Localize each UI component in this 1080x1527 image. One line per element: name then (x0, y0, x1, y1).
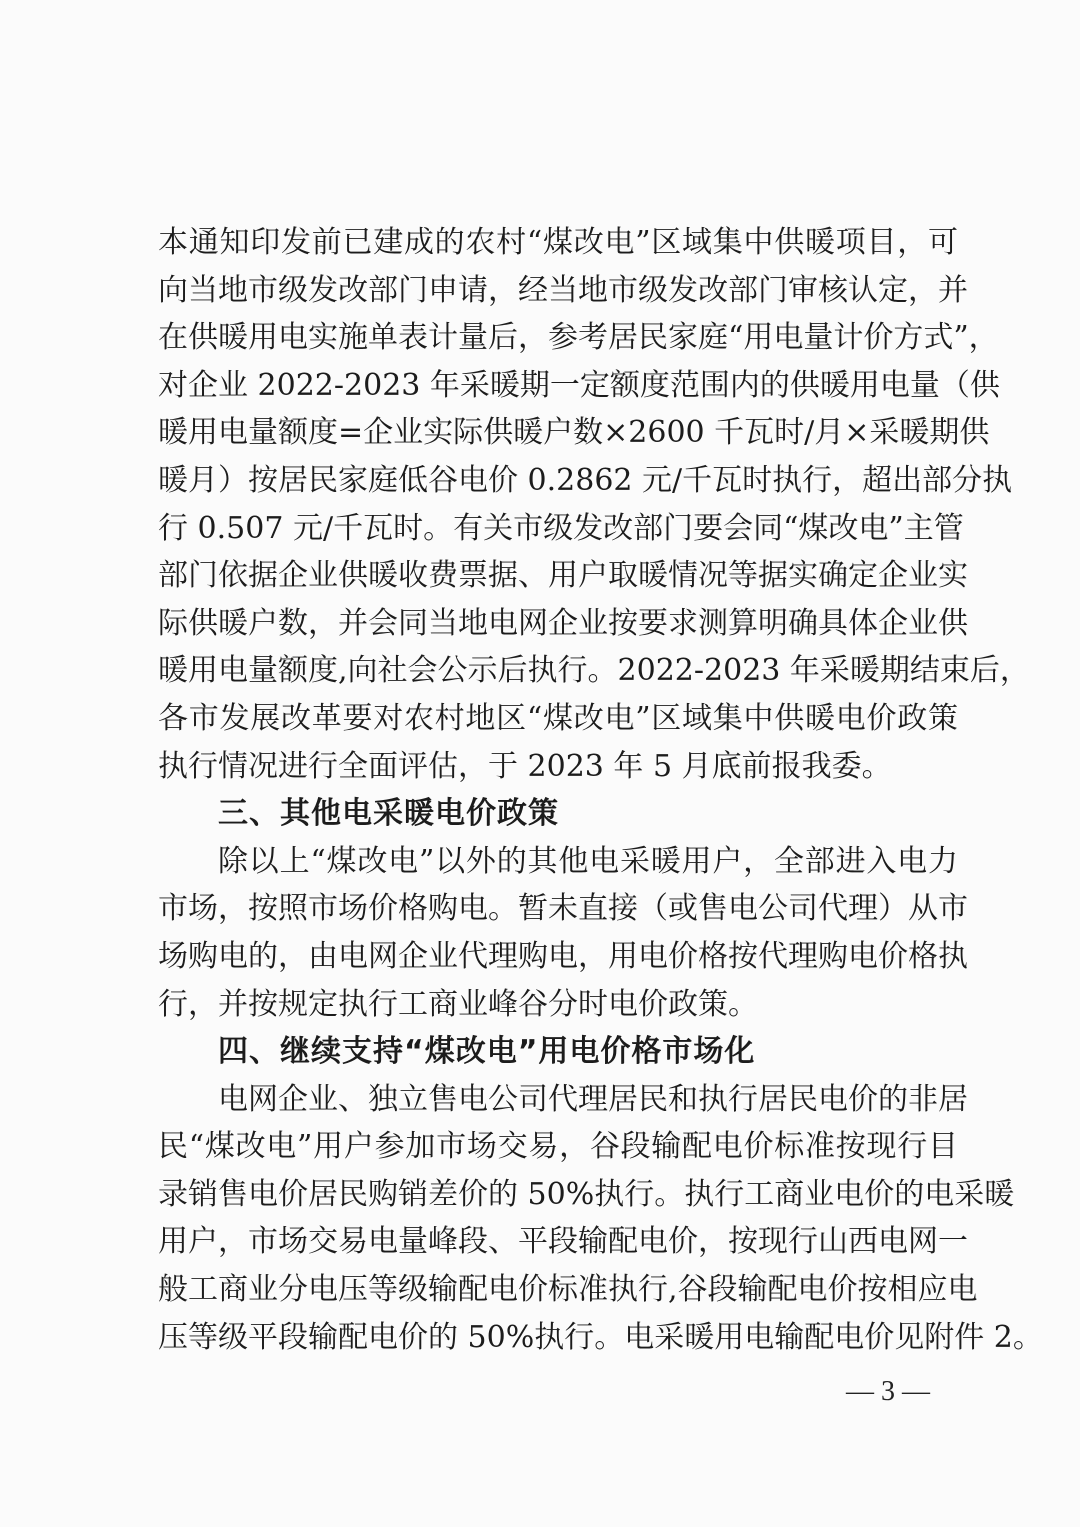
paragraph-1-line: 向当地市级发改部门申请，经当地市级发改部门审核认定，并 (158, 272, 968, 308)
paragraph-1-line: 本通知印发前已建成的农村“煤改电”区域集中供暖项目，可 (158, 225, 958, 260)
section-heading-3: 三、其他电采暖电价政策 (218, 796, 559, 832)
paragraph-1-line: 对企业 2022-2023 年采暖期一定额度范围内的供暖用电量（供 (158, 367, 1000, 403)
paragraph-1-line: 执行情况进行全面评估，于 2023 年 5 月底前报我委。 (158, 748, 892, 784)
paragraph-3-line: 民“煤改电”用户参加市场交易，谷段输配电价标准按现行目 (158, 1129, 958, 1165)
page-number: — 3 — (846, 1376, 930, 1407)
paragraph-3-line: 压等级平段输配电价的 50%执行。电采暖用电输配电价见附件 2。 (158, 1319, 1043, 1355)
document-body (158, 219, 1043, 1361)
paragraph-2-line: 除以上“煤改电”以外的其他电采暖用户，全部进入电力 (218, 843, 958, 879)
paragraph-2-line: 行，并按规定执行工商业峰谷分时电价政策。 (158, 986, 758, 1022)
paragraph-1-line: 各市发展改革要对农村地区“煤改电”区域集中供暖电价政策 (158, 700, 958, 736)
paragraph-1-line: 暖月）按居民家庭低谷电价 0.2862 元/千瓦时执行，超出部分执 (158, 462, 1013, 498)
paragraph-1-line: 在供暖用电实施单表计量后，参考居民家庭“用电量计价方式”， (158, 320, 999, 356)
paragraph-1-line: 际供暖户数，并会同当地电网企业按要求测算明确具体企业供 (158, 605, 968, 641)
paragraph-3-line: 用户，市场交易电量峰段、平段输配电价，按现行山西电网一 (158, 1224, 968, 1260)
paragraph-1-line: 暖用电量额度=企业实际供暖户数×2600 千瓦时/月×采暖期供 (158, 415, 990, 451)
paragraph-1-line: 行 0.507 元/千瓦时。有关市级发改部门要会同“煤改电”主管 (158, 510, 964, 546)
paragraph-3-line: 电网企业、独立售电公司代理居民和执行居民电价的非居 (218, 1081, 968, 1117)
paragraph-1-line: 暖用电量额度,向社会公示后执行。2022-2023 年采暖期结束后， (158, 653, 1030, 689)
paragraph-2-line: 市场，按照市场价格购电。暂未直接（或售电公司代理）从市 (158, 891, 968, 927)
section-heading-4: 四、继续支持“煤改电”用电价格市场化 (218, 1034, 756, 1070)
paragraph-3-line: 录销售电价居民购销差价的 50%执行。执行工商业电价的电采暖 (158, 1176, 1015, 1212)
paragraph-2-line: 场购电的，由电网企业代理购电，用电价格按代理购电价格执 (158, 938, 968, 974)
paragraph-3-line: 般工商业分电压等级输配电价标准执行,谷段输配电价按相应电 (158, 1272, 978, 1308)
paragraph-1-line: 部门依据企业供暖收费票据、用户取暖情况等据实确定企业实 (158, 558, 968, 594)
